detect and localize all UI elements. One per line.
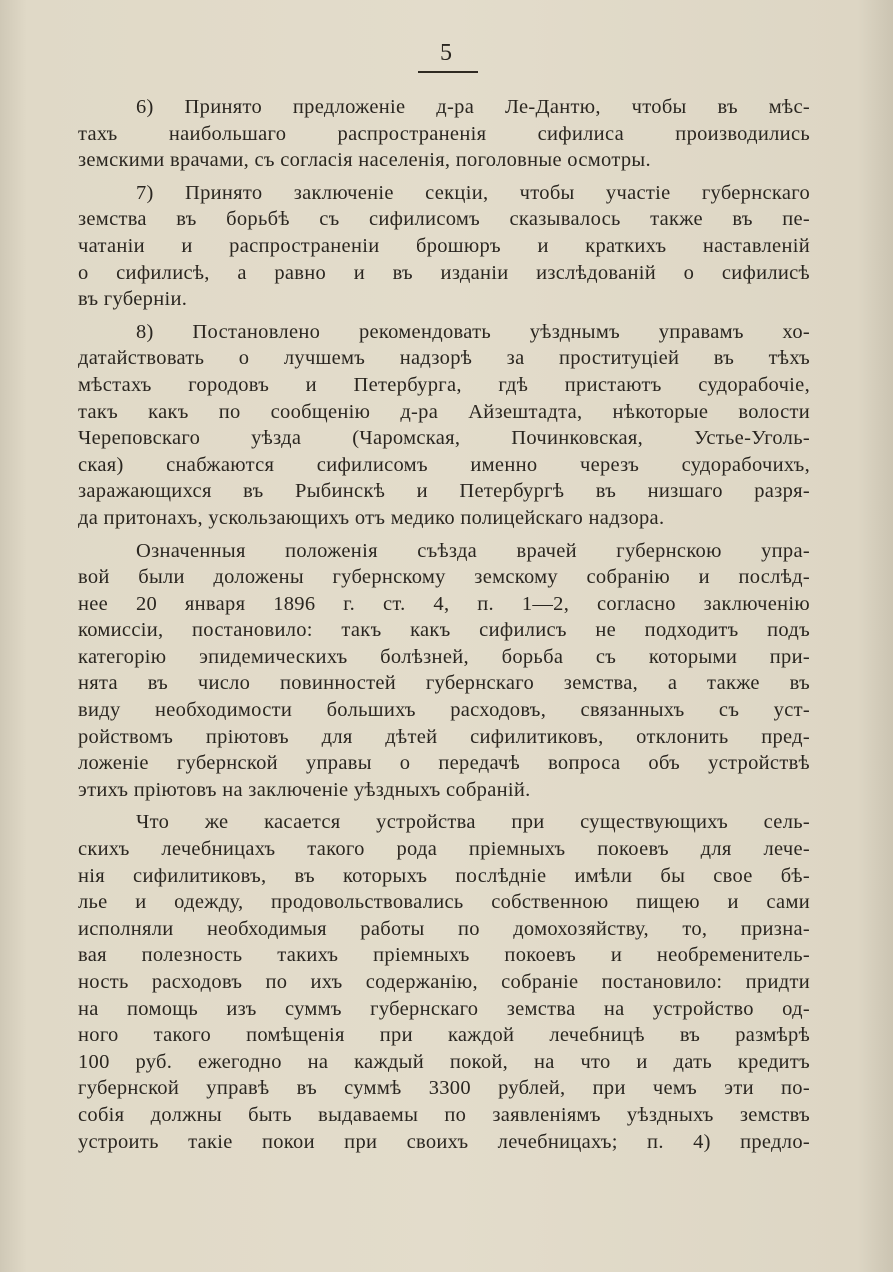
- text-line: тахъ наибольшаго распространенiя сифилиса производились: [78, 122, 810, 145]
- text-line: въ губернiи.: [78, 288, 188, 311]
- body-text: [78, 94, 810, 1155]
- text-line: Что же касается устройства при существующихъ сель-: [136, 811, 810, 834]
- text-line: категорiю эпидемическихъ болѣзней, борьба съ которыми при-: [78, 645, 810, 668]
- text-line: чатанiи и распространенiи брошюръ и краткихъ наставленiй: [78, 234, 810, 257]
- text-line: комиссiи, постановило: такъ какъ сифилисъ не подходитъ подъ: [78, 619, 810, 642]
- page-number: 5: [440, 40, 453, 66]
- text-line: ного такого помѣщенiя при каждой лечебницѣ въ размѣрѣ: [78, 1024, 810, 1047]
- text-line: скихъ лечебницахъ такого рода прiемныхъ покоевъ для лече-: [78, 838, 810, 861]
- text-line: ложенiе губернской управы о передачѣ вопроса объ устройствѣ: [78, 752, 810, 775]
- text-line: о сифилисѣ, а равно и въ изданiи изслѣдованiй о сифилисѣ: [78, 261, 810, 284]
- text-line: губернской управѣ въ суммѣ 3300 рублей, при чемъ эти по-: [78, 1077, 810, 1100]
- text-line: исполняли необходимыя работы по домохозяйству, то, призна-: [78, 917, 810, 940]
- text-line: устроить такiе покои при своихъ лечебницахъ; п. 4) предло-: [78, 1130, 810, 1153]
- text-line: земскими врачами, съ согласiя населенiя, поголовные осмотры.: [78, 149, 651, 172]
- text-line: земства въ борьбѣ съ сифилисомъ сказывалось также въ пе-: [78, 208, 810, 231]
- text-line: ность расходовъ по ихъ содержанiю, собранiе постановило: придти: [78, 971, 810, 993]
- text-line: 6) Принято предложенiе д-ра Ле-Дантю, чтобы въ мѣс-: [136, 96, 810, 118]
- text-line: собiя должны быть выдаваемы по заявленiямъ уѣздныхъ земствъ: [78, 1103, 810, 1126]
- text-line: лье и одежду, продовольствовались собственною пищею и сами: [78, 891, 810, 914]
- text-line: нята въ число повинностей губернскаго земства, а также въ: [78, 672, 810, 695]
- text-line: 100 руб. ежегодно на каждый покой, на что и дать кредитъ: [78, 1050, 810, 1073]
- text-line: вой были доложены губернскому земскому собранiю и послѣд-: [78, 566, 810, 589]
- text-line: нiя сифилитиковъ, въ которыхъ послѣднiе имѣли бы свое бѣ-: [78, 864, 810, 887]
- text-line: такъ какъ по сообщенiю д-ра Айзештадта, нѣкоторые волости: [78, 400, 810, 423]
- text-line: Череповскаго уѣзда (Чаромская, Починковская, Устье-Уголь-: [78, 427, 810, 450]
- text-line: заражающихся въ Рыбинскѣ и Петербургѣ въ низшаго разря-: [78, 480, 810, 503]
- text-line: на помощь изъ суммъ губернскаго земства на устройство од-: [78, 997, 810, 1020]
- text-line: Означенныя положенiя съѣзда врачей губернскою упра-: [136, 539, 810, 562]
- text-line: этихъ прiютовъ на заключенiе уѣздныхъ собранiй.: [78, 778, 531, 801]
- text-line: ская) снабжаются сифилисомъ именно черезъ судорабочихъ,: [78, 453, 810, 476]
- text-line: ройствомъ прiютовъ для дѣтей сифилитиковъ, отклонить пред-: [78, 725, 810, 748]
- text-line: 7) Принято заключенiе секцiи, чтобы участiе губернскаго: [136, 181, 810, 204]
- text-line: мѣстахъ городовъ и Петербурга, гдѣ пристаютъ судорабочiе,: [78, 373, 810, 396]
- text-line: вая полезность такихъ прiемныхъ покоевъ и необременитель-: [78, 944, 810, 967]
- text-line: 8) Постановлено рекомендовать уѣзднымъ управамъ хо-: [136, 320, 810, 343]
- text-line: датайствовать о лучшемъ надзорѣ за проституцiей въ тѣхъ: [78, 347, 810, 370]
- text-line: да притонахъ, ускользающихъ отъ медико полицейскаго надзора.: [78, 506, 665, 529]
- page-number-rule: [418, 71, 478, 73]
- text-line: нее 20 января 1896 г. ст. 4, п. 1—2, согласно заключенiю: [78, 592, 810, 615]
- text-line: виду необходимости большихъ расходовъ, связанныхъ съ уст-: [78, 699, 810, 722]
